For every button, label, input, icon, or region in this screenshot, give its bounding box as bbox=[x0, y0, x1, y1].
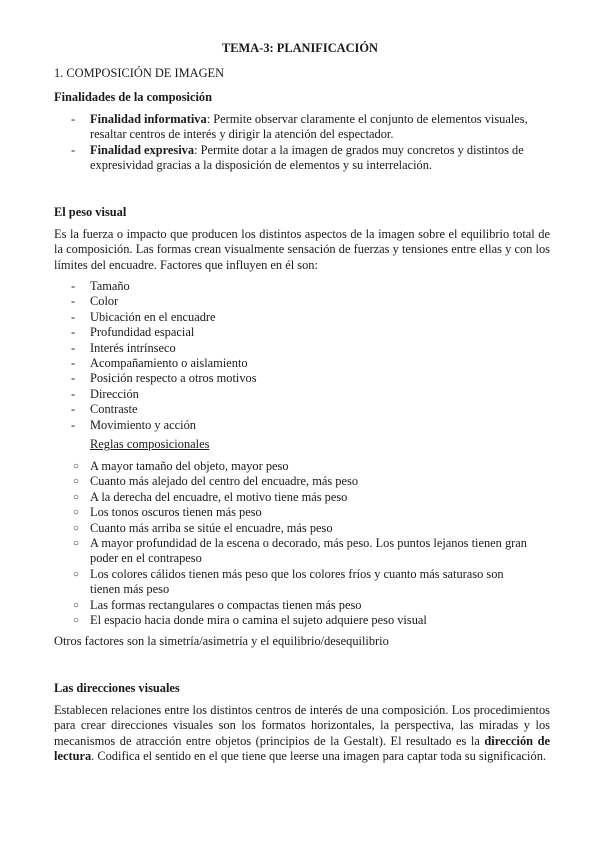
list-item: - Color bbox=[71, 294, 119, 309]
list-item: - Contraste bbox=[71, 402, 138, 417]
list-item bbox=[54, 143, 550, 174]
dash-marker: - bbox=[71, 112, 76, 126]
dash-marker: - bbox=[71, 325, 76, 340]
dash-marker: - bbox=[71, 386, 76, 401]
finalidades-heading: Finalidades de la composición bbox=[54, 90, 212, 104]
list-item: - Dirección bbox=[71, 386, 139, 401]
circle-marker: ○ bbox=[73, 615, 80, 627]
list-item: ○ A mayor tamaño del objeto, mayor peso bbox=[73, 459, 289, 473]
circle-marker: ○ bbox=[73, 568, 80, 580]
dash-marker: - bbox=[71, 309, 76, 324]
peso-paragraph: Es la fuerza o impacto que producen los distintos aspectos de la imagen sobre el equilibrio total de la composición. Las formas crean visualmente sensación de fuerzas y tensiones entre ellas y con los límites del encuadre. Factores que influyen en él son: bbox=[54, 227, 550, 272]
term: Finalidad informativa bbox=[90, 112, 207, 126]
circle-marker: ○ bbox=[73, 507, 80, 519]
section-heading: 1. COMPOSICIÓN DE IMAGEN bbox=[54, 66, 225, 80]
list-item: - Tamaño bbox=[71, 279, 130, 293]
list-item: - Movimiento y acción bbox=[71, 417, 196, 432]
peso-heading: El peso visual bbox=[54, 205, 127, 219]
dash-marker: - bbox=[71, 340, 76, 355]
finalidades-list bbox=[54, 112, 550, 174]
list-item: - Profundidad espacial bbox=[71, 325, 195, 340]
dash-marker: - bbox=[71, 402, 76, 417]
list-item: ○ Cuanto más arriba se sitúe el encuadre, más peso bbox=[73, 520, 333, 535]
page-title: TEMA-3: PLANIFICACIÓN bbox=[222, 41, 378, 55]
dash-marker: - bbox=[71, 371, 76, 386]
key-term: dirección de lectura bbox=[54, 733, 550, 764]
circle-marker: ○ bbox=[73, 599, 80, 611]
dash-marker: - bbox=[71, 142, 76, 157]
list-item: - Ubicación en el encuadre bbox=[71, 309, 216, 324]
definition: : Permite observar claramente el conjunto de elementos visuales, resaltar centros de interés y dirigir la atención del espectador. bbox=[90, 112, 528, 142]
circle-marker: ○ bbox=[73, 491, 80, 503]
rules-heading: Reglas composicionales bbox=[90, 437, 210, 451]
list-item: ○ Los colores cálidos tienen más peso que los colores fríos y cuanto más saturaso son tienen más peso bbox=[73, 566, 504, 597]
list-item: - Interés intrínseco bbox=[71, 340, 176, 355]
list-item: ○ A la derecha del encuadre, el motivo tiene más peso bbox=[73, 489, 348, 504]
dash-marker: - bbox=[71, 279, 76, 293]
list-item: ○ Las formas rectangulares o compactas tienen más peso bbox=[73, 597, 362, 612]
other-factors: Otros factores son la simetría/asimetría y el equilibrio/desequilibrio bbox=[54, 634, 389, 648]
circle-marker: ○ bbox=[73, 476, 80, 488]
list-item: ○ Cuanto más alejado del centro del encuadre, más peso bbox=[73, 474, 359, 489]
list-item: ○ El espacio hacia donde mira o camina el sujeto adquiere peso visual bbox=[73, 613, 427, 628]
list-item: - Posición respecto a otros motivos bbox=[71, 371, 257, 386]
direcciones-paragraph: Establecen relaciones entre los distintos centros de interés de una composición. Los procedimientos para crear direcciones visuales son los formatos horizontales, la perspectiva, las miradas y los mecanismos de atracción entre objetos (principios de la Gestalt). El resultado es la dirección de lectura. Codifica el sentido en el que tiene que leerse una imagen para captar toda su significación. bbox=[54, 703, 550, 764]
factors-list bbox=[54, 279, 257, 433]
rules-list bbox=[54, 459, 529, 628]
list-item: ○ Los tonos oscuros tienen más peso bbox=[73, 505, 262, 520]
definition: : Permite dotar a la imagen de grados muy concretos y distintos de expresividad gracias a la disposición de elementos y su interrelación. bbox=[90, 142, 524, 173]
direcciones-heading: Las direcciones visuales bbox=[54, 681, 180, 695]
circle-marker: ○ bbox=[73, 538, 80, 550]
list-item: ○ A mayor profundidad de la escena o decorado, más peso. Los puntos lejanos tienen gran poder en el contrapeso bbox=[73, 536, 527, 566]
term: Finalidad expresiva bbox=[90, 142, 195, 157]
list-item: - Acompañamiento o aislamiento bbox=[71, 356, 248, 371]
list-item bbox=[54, 112, 550, 143]
circle-marker: ○ bbox=[73, 522, 80, 534]
dash-marker: - bbox=[71, 417, 76, 432]
dash-marker: - bbox=[71, 294, 76, 309]
circle-marker: ○ bbox=[73, 461, 80, 472]
dash-marker: - bbox=[71, 356, 76, 371]
